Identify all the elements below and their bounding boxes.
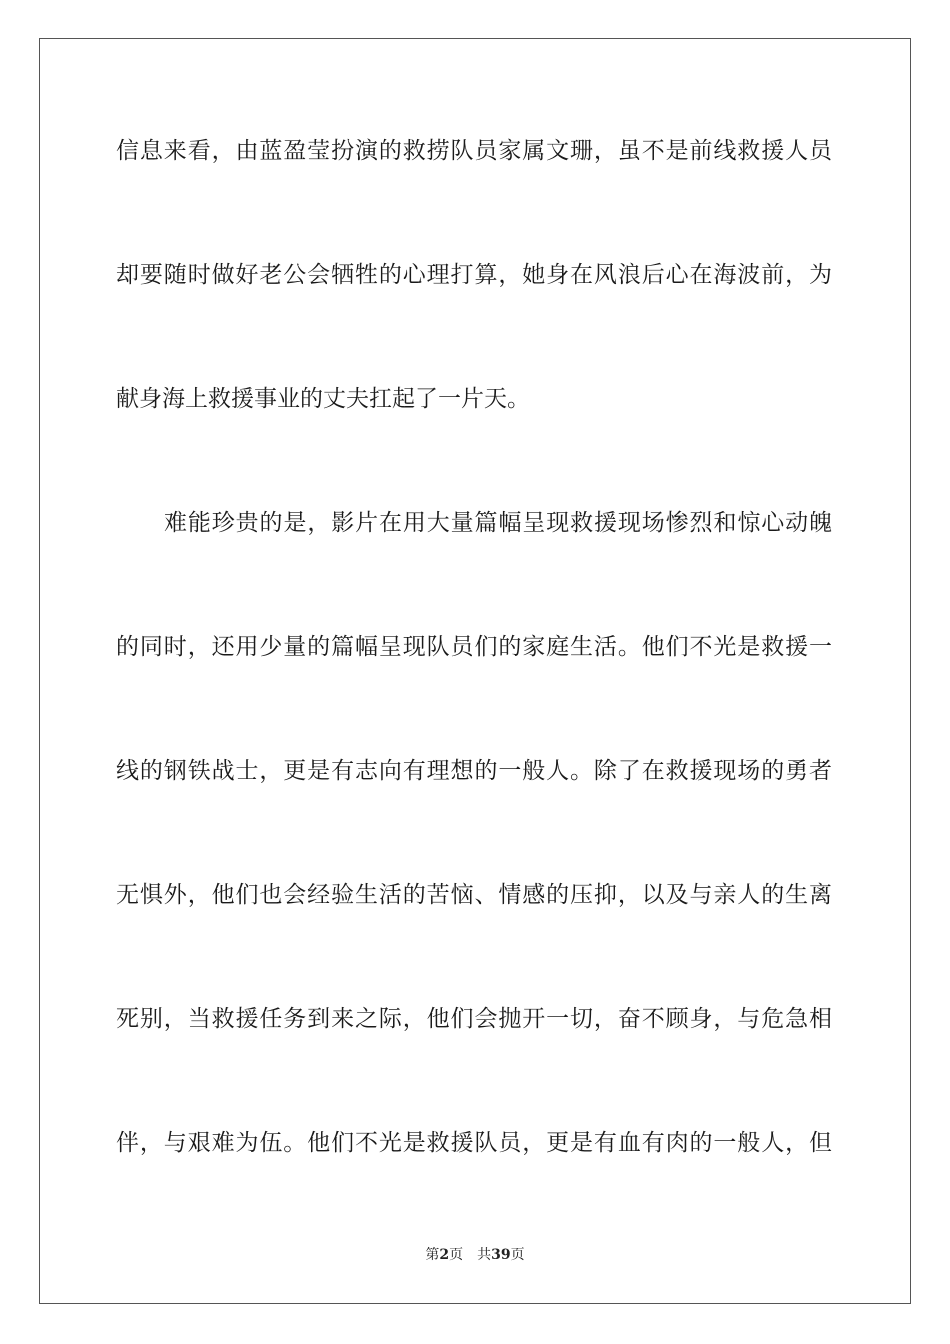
page-footer: [0, 1246, 950, 1264]
text-line-5: 的同时，还用少量的篇幅呈现队员们的家庭生活。他们不光是救援一: [116, 634, 832, 660]
page-prefix: 第: [425, 1247, 440, 1263]
text-line-8: 死别，当救援任务到来之际，他们会抛开一切，奋不顾身，与危急相: [116, 1006, 832, 1032]
text-line-9: 伴，与艰难为伍。他们不光是救援队员，更是有血有肉的一般人，但: [116, 1130, 832, 1156]
text-line-2: 却要随时做好老公会牺牲的心理打算，她身在风浪后心在海波前，为: [116, 262, 832, 288]
text-line-6: 线的钢铁战士，更是有志向有理想的一般人。除了在救援现场的勇者: [116, 758, 832, 784]
text-line-7: 无惧外，他们也会经验生活的苦恼、情感的压抑，以及与亲人的生离: [116, 882, 832, 908]
page-border: [39, 38, 911, 1304]
page-number: 2: [439, 1247, 450, 1263]
total-prefix: 共: [477, 1247, 492, 1263]
page-unit: 页: [449, 1247, 464, 1263]
total-pages: 39: [491, 1247, 511, 1263]
text-line-1: 信息来看，由蓝盈莹扮演的救捞队员家属文珊，虽不是前线救援人员: [116, 138, 832, 164]
text-line-4-paragraph-start: 难能珍贵的是，影片在用大量篇幅呈现救援现场惨烈和惊心动魄: [164, 510, 832, 536]
text-line-3: 献身海上救援事业的丈夫扛起了一片天。: [116, 386, 530, 412]
total-unit: 页: [510, 1247, 525, 1263]
